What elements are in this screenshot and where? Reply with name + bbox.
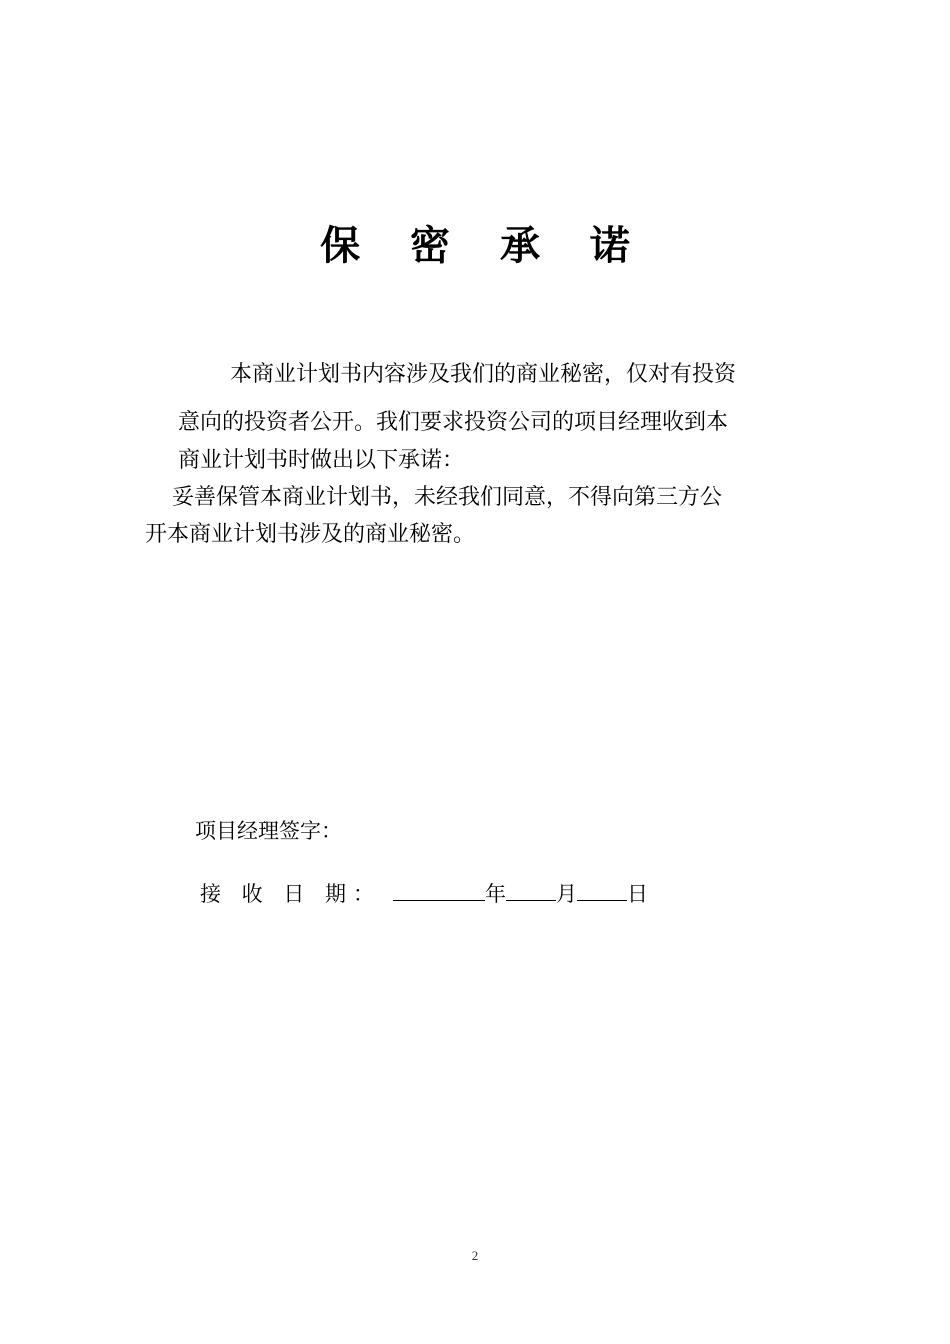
year-blank[interactable] <box>393 878 485 901</box>
body-line-3: 商业计划书时做出以下承诺： <box>178 448 465 473</box>
signature-label: 项目经理签字： <box>195 819 342 843</box>
document-title: 保 密 承 诺 <box>320 223 648 269</box>
receipt-date-row <box>200 878 648 910</box>
body-line-4: 妥善保管本商业计划书，未经我们同意，不得向第三方公 <box>172 485 723 510</box>
page-number: 2 <box>471 1248 479 1263</box>
body-line-1: 本商业计划书内容涉及我们的商业秘密，仅对有投资 <box>230 362 737 387</box>
day-blank[interactable] <box>577 878 627 901</box>
month-blank[interactable] <box>506 878 556 901</box>
body-line-5: 开本商业计划书涉及的商业秘密。 <box>145 522 476 547</box>
month-unit: 月 <box>556 882 578 906</box>
year-unit: 年 <box>485 882 507 906</box>
body-line-2: 意向的投资者公开。我们要求投资公司的项目经理收到本 <box>178 410 729 435</box>
day-unit: 日 <box>627 882 649 906</box>
date-label: 接 收 日 期： <box>200 882 382 906</box>
